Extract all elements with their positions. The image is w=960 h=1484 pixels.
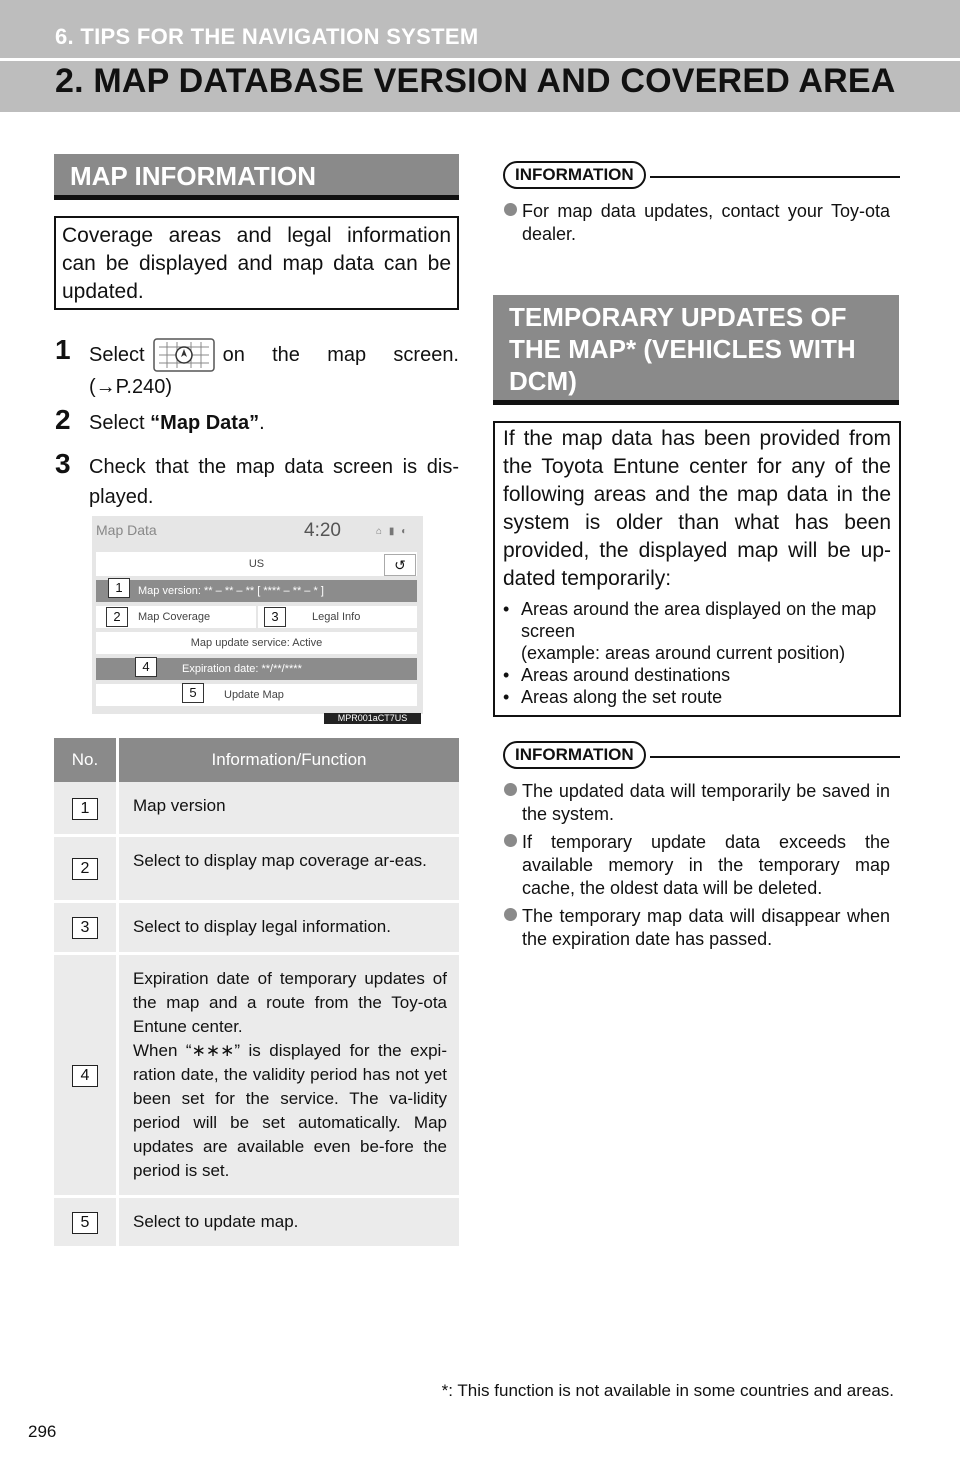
back-arrow-icon[interactable]: ↺: [384, 554, 416, 576]
callout-3: 3: [264, 607, 286, 627]
expiration-text: Expiration date: **/**/****: [182, 663, 302, 675]
information-pill: INFORMATION: [503, 161, 646, 189]
status-icons: ⌂ ▮ ◐: [376, 526, 410, 537]
row-number: [54, 782, 118, 835]
section-title: 6. TIPS FOR THE NAVIGATION SYSTEM: [55, 24, 479, 49]
list-item-text: Areas along the set route: [521, 687, 723, 707]
callout-5: 5: [182, 683, 204, 703]
map-coverage-label: Map Coverage: [138, 611, 211, 623]
list-item: • Areas around destinations: [503, 665, 731, 685]
region-label: US: [248, 558, 265, 570]
information-pill: INFORMATION: [503, 741, 646, 769]
information-label-2: [503, 741, 646, 769]
legal-info-label: Legal Info: [312, 611, 361, 623]
step-text: .: [259, 412, 265, 434]
row-description: Select to display legal information.: [118, 901, 460, 953]
step-text: Check that the map data screen is dis-played.: [89, 456, 459, 508]
row-number-box: 2: [72, 858, 98, 880]
step-text: Select: [89, 344, 145, 366]
screen-clock: 4:20: [304, 520, 341, 541]
information-item: [522, 780, 890, 826]
step-text: on the map screen.: [222, 344, 459, 366]
update-service-row: [96, 632, 417, 654]
information-text: For map data updates, contact your Toy-ota dealer.: [522, 201, 890, 244]
table-row: [54, 953, 459, 1196]
information-rule: [650, 176, 900, 178]
page-reference: (→P.240): [89, 376, 173, 398]
row-number: [54, 901, 118, 953]
update-map-button[interactable]: [96, 684, 417, 706]
temporary-updates-body: If the map data has been provided from the Toyota Entune center for any of the following areas and the map data in the system is older than what has been provided, the displayed map will be up-dated temporarily:: [503, 427, 891, 590]
information-item: [522, 200, 890, 246]
step-3: [55, 448, 459, 512]
step-number: 2: [55, 404, 71, 435]
table-header-row: [54, 738, 459, 782]
callout-1: 1: [108, 578, 130, 598]
information-item: [522, 831, 890, 900]
row-description: Select to update map.: [118, 1196, 460, 1247]
row-number-box: 4: [72, 1065, 98, 1087]
list-item: • Areas along the set route: [503, 687, 723, 707]
info-function-table: [54, 738, 459, 1249]
callout-4: 4: [135, 657, 157, 677]
page-title: 2. MAP DATABASE VERSION AND COVERED AREA: [55, 62, 896, 100]
bullet-dot: [504, 783, 517, 796]
temporary-updates-box: [493, 421, 901, 717]
map-menu-icon: [153, 338, 215, 372]
footnote: *: This function is not available in some countries and areas.: [441, 1381, 894, 1400]
step-emphasis: “Map Data”: [150, 412, 260, 434]
callout-2: 2: [106, 607, 128, 627]
bullet-dot: [504, 908, 517, 921]
information-text: If temporary update data exceeds the available memory in the temporary map cache, the oldest data will be deleted.: [522, 832, 890, 898]
figure-code: MPR001aCT7US: [324, 713, 421, 724]
table-row: [54, 782, 459, 835]
column-header-no: No.: [54, 738, 118, 782]
map-version-text: Map version: ** – ** – ** [ **** – ** – * ]: [138, 585, 324, 597]
list-item-text: Areas around destinations: [521, 665, 731, 685]
column-header-function: Information/Function: [118, 738, 460, 782]
step-text: Select: [89, 412, 151, 434]
row-number-box: 3: [72, 917, 98, 939]
information-label-1: [503, 161, 646, 189]
table-row: [54, 901, 459, 953]
bullet-dot: [504, 203, 517, 216]
list-item: • Areas around the area displayed on the map screen (example: areas around current position): [503, 599, 877, 663]
row-number: [54, 1196, 118, 1247]
region-row: [96, 552, 417, 576]
bullet-dot: [504, 834, 517, 847]
update-map-label: Update Map: [224, 689, 284, 701]
information-item: [522, 905, 890, 951]
row-number: [54, 953, 118, 1196]
map-information-intro: Coverage areas and legal information can be displayed and map data can be updated.: [54, 216, 459, 310]
step-1: [55, 334, 459, 402]
update-service-text: Map update service: Active: [190, 637, 323, 649]
row-number: [54, 835, 118, 901]
step-2: [55, 404, 459, 438]
map-data-screenshot: [92, 516, 423, 723]
temporary-updates-heading: TEMPORARY UPDATES OF THE MAP* (VEHICLES WITH DCM): [493, 295, 899, 405]
temporary-bullet-list: [503, 598, 891, 708]
page-number: 296: [28, 1422, 57, 1441]
step-number: 3: [55, 448, 71, 479]
step-number: 1: [55, 334, 71, 365]
row-description: Expiration date of temporary updates of the map and a route from the Toy-ota Entune center. When “∗∗∗” is displayed for the expi-ration date, the validity period has not yet been set for the service. The va-lidity period will be set automatically. Map updates are available even be-fore the period is set.: [118, 953, 460, 1196]
table-row: [54, 1196, 459, 1247]
header-divider: [0, 58, 960, 61]
row-description: Map version: [118, 782, 460, 835]
row-description: Select to display map coverage ar-eas.: [118, 835, 460, 901]
map-version-row[interactable]: [96, 580, 417, 602]
information-text: The updated data will temporarily be saved in the system.: [522, 781, 890, 824]
information-rule: [650, 756, 900, 758]
list-item-text: Areas around the area displayed on the map screen (example: areas around current position): [521, 599, 877, 663]
row-number-box: 1: [72, 798, 98, 820]
information-text: The temporary map data will disappear when the expiration date has passed.: [522, 906, 890, 949]
row-number-box: 5: [72, 1212, 98, 1234]
table-row: [54, 835, 459, 901]
screen-title: Map Data: [96, 522, 157, 538]
map-information-heading: MAP INFORMATION: [54, 154, 459, 200]
